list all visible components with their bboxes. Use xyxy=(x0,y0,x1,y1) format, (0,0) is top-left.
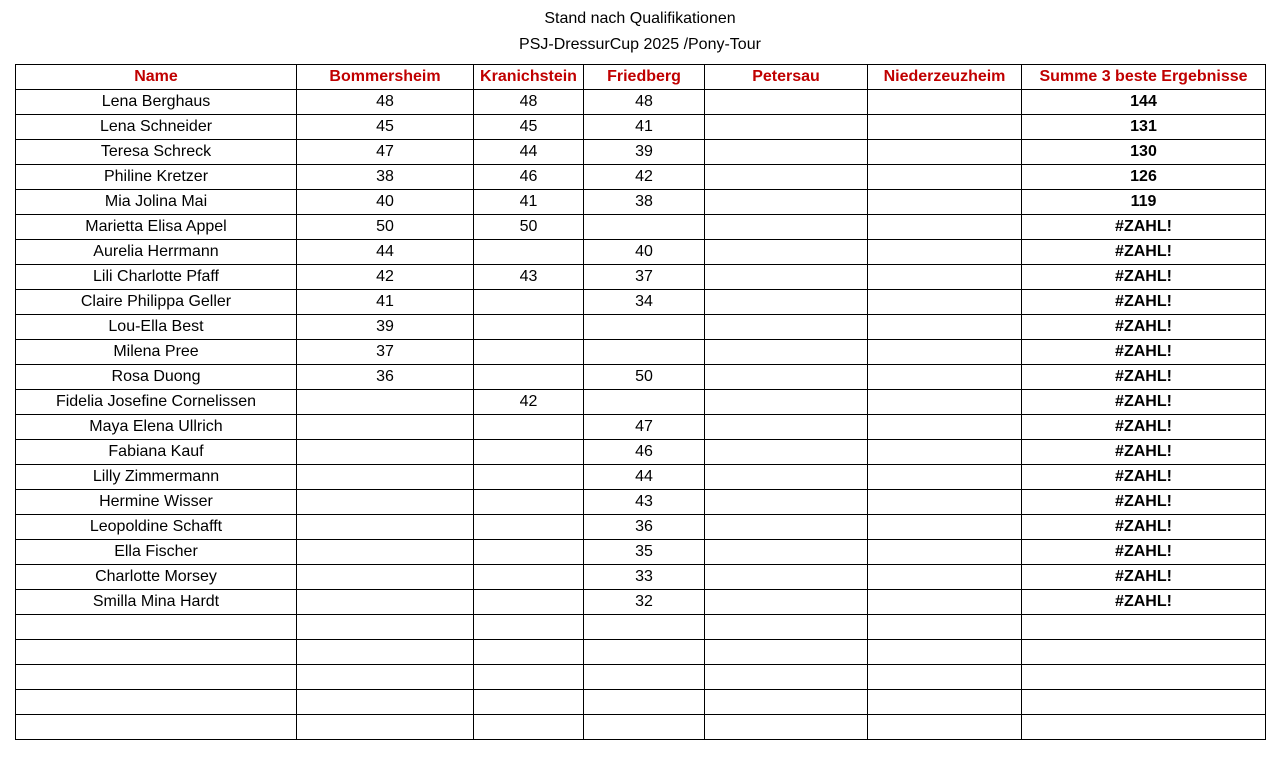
cell-niederzeuzheim xyxy=(868,565,1022,590)
cell-niederzeuzheim xyxy=(868,715,1022,740)
cell-friedberg xyxy=(584,615,705,640)
table-row xyxy=(16,240,1266,265)
cell-friedberg: 35 xyxy=(584,540,705,565)
cell-name: Maya Elena Ullrich xyxy=(16,415,297,440)
table-row xyxy=(16,140,1266,165)
cell-niederzeuzheim xyxy=(868,365,1022,390)
cell-kranichstein: 42 xyxy=(474,390,584,415)
cell-name: Philine Kretzer xyxy=(16,165,297,190)
cell-name: Lena Berghaus xyxy=(16,90,297,115)
cell-friedberg: 44 xyxy=(584,465,705,490)
cell-name: Teresa Schreck xyxy=(16,140,297,165)
cell-bommersheim: 44 xyxy=(297,240,474,265)
table-row xyxy=(16,190,1266,215)
table-row xyxy=(16,90,1266,115)
cell-summe xyxy=(1022,715,1266,740)
cell-petersau xyxy=(705,390,868,415)
cell-friedberg: 37 xyxy=(584,265,705,290)
cell-summe: #ZAHL! xyxy=(1022,540,1266,565)
cell-name: Fidelia Josefine Cornelissen xyxy=(16,390,297,415)
cell-bommersheim xyxy=(297,465,474,490)
table-row xyxy=(16,490,1266,515)
cell-name: Fabiana Kauf xyxy=(16,440,297,465)
cell-petersau xyxy=(705,690,868,715)
cell-friedberg: 41 xyxy=(584,115,705,140)
column-header-petersau: Petersau xyxy=(705,65,868,90)
cell-summe xyxy=(1022,615,1266,640)
cell-niederzeuzheim xyxy=(868,590,1022,615)
cell-summe: 144 xyxy=(1022,90,1266,115)
cell-summe: #ZAHL! xyxy=(1022,215,1266,240)
cell-friedberg xyxy=(584,665,705,690)
cell-friedberg: 39 xyxy=(584,140,705,165)
cell-name: Rosa Duong xyxy=(16,365,297,390)
table-row xyxy=(16,715,1266,740)
cell-petersau xyxy=(705,90,868,115)
cell-kranichstein: 43 xyxy=(474,265,584,290)
cell-summe: #ZAHL! xyxy=(1022,465,1266,490)
cell-petersau xyxy=(705,440,868,465)
column-header-kranichstein: Kranichstein xyxy=(474,65,584,90)
cell-petersau xyxy=(705,165,868,190)
cell-kranichstein: 41 xyxy=(474,190,584,215)
cell-summe: #ZAHL! xyxy=(1022,240,1266,265)
cell-friedberg: 46 xyxy=(584,440,705,465)
table-row xyxy=(16,690,1266,715)
cell-friedberg xyxy=(584,215,705,240)
cell-name xyxy=(16,690,297,715)
cell-name: Hermine Wisser xyxy=(16,490,297,515)
cell-summe: #ZAHL! xyxy=(1022,290,1266,315)
results-table xyxy=(15,64,1266,740)
cell-name: Smilla Mina Hardt xyxy=(16,590,297,615)
cell-summe: #ZAHL! xyxy=(1022,590,1266,615)
cell-kranichstein xyxy=(474,565,584,590)
cell-friedberg: 43 xyxy=(584,490,705,515)
cell-summe: #ZAHL! xyxy=(1022,365,1266,390)
column-header-summe: Summe 3 beste Ergebnisse xyxy=(1022,65,1266,90)
cell-kranichstein xyxy=(474,440,584,465)
cell-niederzeuzheim xyxy=(868,690,1022,715)
cell-name: Lili Charlotte Pfaff xyxy=(16,265,297,290)
header-row xyxy=(16,65,1266,90)
cell-summe: #ZAHL! xyxy=(1022,515,1266,540)
document-subtitle: PSJ-DressurCup 2025 /Pony-Tour xyxy=(519,36,761,53)
table-row xyxy=(16,315,1266,340)
cell-bommersheim: 48 xyxy=(297,90,474,115)
cell-petersau xyxy=(705,615,868,640)
cell-bommersheim: 39 xyxy=(297,315,474,340)
cell-friedberg: 50 xyxy=(584,365,705,390)
cell-kranichstein xyxy=(474,365,584,390)
cell-name: Charlotte Morsey xyxy=(16,565,297,590)
cell-kranichstein: 45 xyxy=(474,115,584,140)
cell-name: Lou-Ella Best xyxy=(16,315,297,340)
cell-bommersheim xyxy=(297,565,474,590)
cell-summe: 119 xyxy=(1022,190,1266,215)
cell-summe xyxy=(1022,665,1266,690)
cell-summe: #ZAHL! xyxy=(1022,315,1266,340)
cell-summe: #ZAHL! xyxy=(1022,415,1266,440)
cell-kranichstein: 48 xyxy=(474,90,584,115)
table-row xyxy=(16,590,1266,615)
cell-bommersheim xyxy=(297,590,474,615)
cell-kranichstein: 44 xyxy=(474,140,584,165)
cell-bommersheim: 50 xyxy=(297,215,474,240)
cell-petersau xyxy=(705,715,868,740)
cell-petersau xyxy=(705,190,868,215)
cell-name: Aurelia Herrmann xyxy=(16,240,297,265)
cell-petersau xyxy=(705,415,868,440)
cell-petersau xyxy=(705,290,868,315)
column-header-bommersheim: Bommersheim xyxy=(297,65,474,90)
cell-bommersheim: 40 xyxy=(297,190,474,215)
cell-friedberg: 42 xyxy=(584,165,705,190)
table-row xyxy=(16,540,1266,565)
cell-name xyxy=(16,640,297,665)
table-row xyxy=(16,665,1266,690)
table-row xyxy=(16,390,1266,415)
cell-bommersheim: 47 xyxy=(297,140,474,165)
cell-summe: #ZAHL! xyxy=(1022,565,1266,590)
cell-kranichstein xyxy=(474,540,584,565)
table-row xyxy=(16,465,1266,490)
cell-name: Mia Jolina Mai xyxy=(16,190,297,215)
cell-friedberg: 40 xyxy=(584,240,705,265)
cell-petersau xyxy=(705,490,868,515)
cell-name xyxy=(16,615,297,640)
cell-kranichstein: 46 xyxy=(474,165,584,190)
cell-name: Marietta Elisa Appel xyxy=(16,215,297,240)
cell-kranichstein xyxy=(474,490,584,515)
cell-kranichstein xyxy=(474,315,584,340)
cell-niederzeuzheim xyxy=(868,340,1022,365)
cell-name xyxy=(16,715,297,740)
results-table-body xyxy=(16,90,1266,740)
cell-kranichstein xyxy=(474,340,584,365)
cell-niederzeuzheim xyxy=(868,465,1022,490)
cell-kranichstein xyxy=(474,665,584,690)
cell-niederzeuzheim xyxy=(868,315,1022,340)
cell-niederzeuzheim xyxy=(868,390,1022,415)
cell-name xyxy=(16,665,297,690)
table-row xyxy=(16,165,1266,190)
cell-bommersheim: 37 xyxy=(297,340,474,365)
cell-name: Claire Philippa Geller xyxy=(16,290,297,315)
cell-niederzeuzheim xyxy=(868,490,1022,515)
cell-niederzeuzheim xyxy=(868,240,1022,265)
column-header-niederzeuzheim: Niederzeuzheim xyxy=(868,65,1022,90)
cell-bommersheim xyxy=(297,415,474,440)
cell-bommersheim xyxy=(297,540,474,565)
cell-niederzeuzheim xyxy=(868,615,1022,640)
cell-summe: 126 xyxy=(1022,165,1266,190)
cell-kranichstein xyxy=(474,590,584,615)
document-title: Stand nach Qualifikationen xyxy=(544,10,736,27)
cell-friedberg: 48 xyxy=(584,90,705,115)
cell-niederzeuzheim xyxy=(868,515,1022,540)
cell-niederzeuzheim xyxy=(868,415,1022,440)
cell-niederzeuzheim xyxy=(868,190,1022,215)
results-table-header xyxy=(16,65,1266,90)
cell-kranichstein xyxy=(474,415,584,440)
table-row xyxy=(16,615,1266,640)
table-row xyxy=(16,440,1266,465)
cell-kranichstein xyxy=(474,640,584,665)
cell-friedberg: 38 xyxy=(584,190,705,215)
cell-friedberg xyxy=(584,390,705,415)
cell-bommersheim: 38 xyxy=(297,165,474,190)
cell-kranichstein: 50 xyxy=(474,215,584,240)
cell-petersau xyxy=(705,265,868,290)
column-header-friedberg: Friedberg xyxy=(584,65,705,90)
cell-bommersheim xyxy=(297,515,474,540)
cell-name: Milena Pree xyxy=(16,340,297,365)
cell-bommersheim xyxy=(297,690,474,715)
cell-kranichstein xyxy=(474,615,584,640)
cell-petersau xyxy=(705,540,868,565)
table-row xyxy=(16,265,1266,290)
table-row xyxy=(16,290,1266,315)
table-row xyxy=(16,515,1266,540)
cell-friedberg: 34 xyxy=(584,290,705,315)
cell-petersau xyxy=(705,590,868,615)
cell-kranichstein xyxy=(474,290,584,315)
cell-summe xyxy=(1022,640,1266,665)
cell-bommersheim xyxy=(297,390,474,415)
cell-kranichstein xyxy=(474,465,584,490)
cell-niederzeuzheim xyxy=(868,265,1022,290)
cell-niederzeuzheim xyxy=(868,440,1022,465)
cell-summe: 131 xyxy=(1022,115,1266,140)
column-header-name: Name xyxy=(16,65,297,90)
cell-bommersheim: 45 xyxy=(297,115,474,140)
cell-kranichstein xyxy=(474,690,584,715)
cell-summe: #ZAHL! xyxy=(1022,265,1266,290)
cell-friedberg xyxy=(584,690,705,715)
cell-name: Ella Fischer xyxy=(16,540,297,565)
cell-bommersheim xyxy=(297,440,474,465)
cell-friedberg xyxy=(584,640,705,665)
cell-petersau xyxy=(705,315,868,340)
cell-name: Lilly Zimmermann xyxy=(16,465,297,490)
cell-summe: 130 xyxy=(1022,140,1266,165)
cell-summe: #ZAHL! xyxy=(1022,490,1266,515)
cell-niederzeuzheim xyxy=(868,90,1022,115)
cell-petersau xyxy=(705,140,868,165)
cell-niederzeuzheim xyxy=(868,215,1022,240)
table-row xyxy=(16,340,1266,365)
cell-petersau xyxy=(705,365,868,390)
cell-bommersheim xyxy=(297,665,474,690)
table-row xyxy=(16,415,1266,440)
cell-petersau xyxy=(705,665,868,690)
cell-petersau xyxy=(705,565,868,590)
table-row xyxy=(16,365,1266,390)
cell-niederzeuzheim xyxy=(868,640,1022,665)
cell-niederzeuzheim xyxy=(868,140,1022,165)
cell-friedberg xyxy=(584,715,705,740)
cell-friedberg: 36 xyxy=(584,515,705,540)
cell-bommersheim: 36 xyxy=(297,365,474,390)
cell-kranichstein xyxy=(474,240,584,265)
cell-summe: #ZAHL! xyxy=(1022,440,1266,465)
cell-kranichstein xyxy=(474,515,584,540)
cell-friedberg: 32 xyxy=(584,590,705,615)
cell-bommersheim: 41 xyxy=(297,290,474,315)
cell-summe xyxy=(1022,690,1266,715)
cell-summe: #ZAHL! xyxy=(1022,390,1266,415)
cell-bommersheim xyxy=(297,715,474,740)
cell-petersau xyxy=(705,340,868,365)
cell-petersau xyxy=(705,115,868,140)
cell-niederzeuzheim xyxy=(868,115,1022,140)
cell-friedberg xyxy=(584,315,705,340)
cell-niederzeuzheim xyxy=(868,290,1022,315)
cell-petersau xyxy=(705,515,868,540)
cell-friedberg: 47 xyxy=(584,415,705,440)
table-row xyxy=(16,215,1266,240)
table-row xyxy=(16,640,1266,665)
cell-niederzeuzheim xyxy=(868,165,1022,190)
cell-petersau xyxy=(705,215,868,240)
cell-petersau xyxy=(705,640,868,665)
cell-bommersheim xyxy=(297,490,474,515)
cell-niederzeuzheim xyxy=(868,540,1022,565)
cell-niederzeuzheim xyxy=(868,665,1022,690)
cell-name: Leopoldine Schafft xyxy=(16,515,297,540)
cell-petersau xyxy=(705,240,868,265)
cell-friedberg: 33 xyxy=(584,565,705,590)
table-row xyxy=(16,565,1266,590)
cell-bommersheim xyxy=(297,615,474,640)
cell-kranichstein xyxy=(474,715,584,740)
cell-bommersheim xyxy=(297,640,474,665)
table-row xyxy=(16,115,1266,140)
cell-friedberg xyxy=(584,340,705,365)
cell-summe: #ZAHL! xyxy=(1022,340,1266,365)
cell-name: Lena Schneider xyxy=(16,115,297,140)
cell-petersau xyxy=(705,465,868,490)
cell-bommersheim: 42 xyxy=(297,265,474,290)
